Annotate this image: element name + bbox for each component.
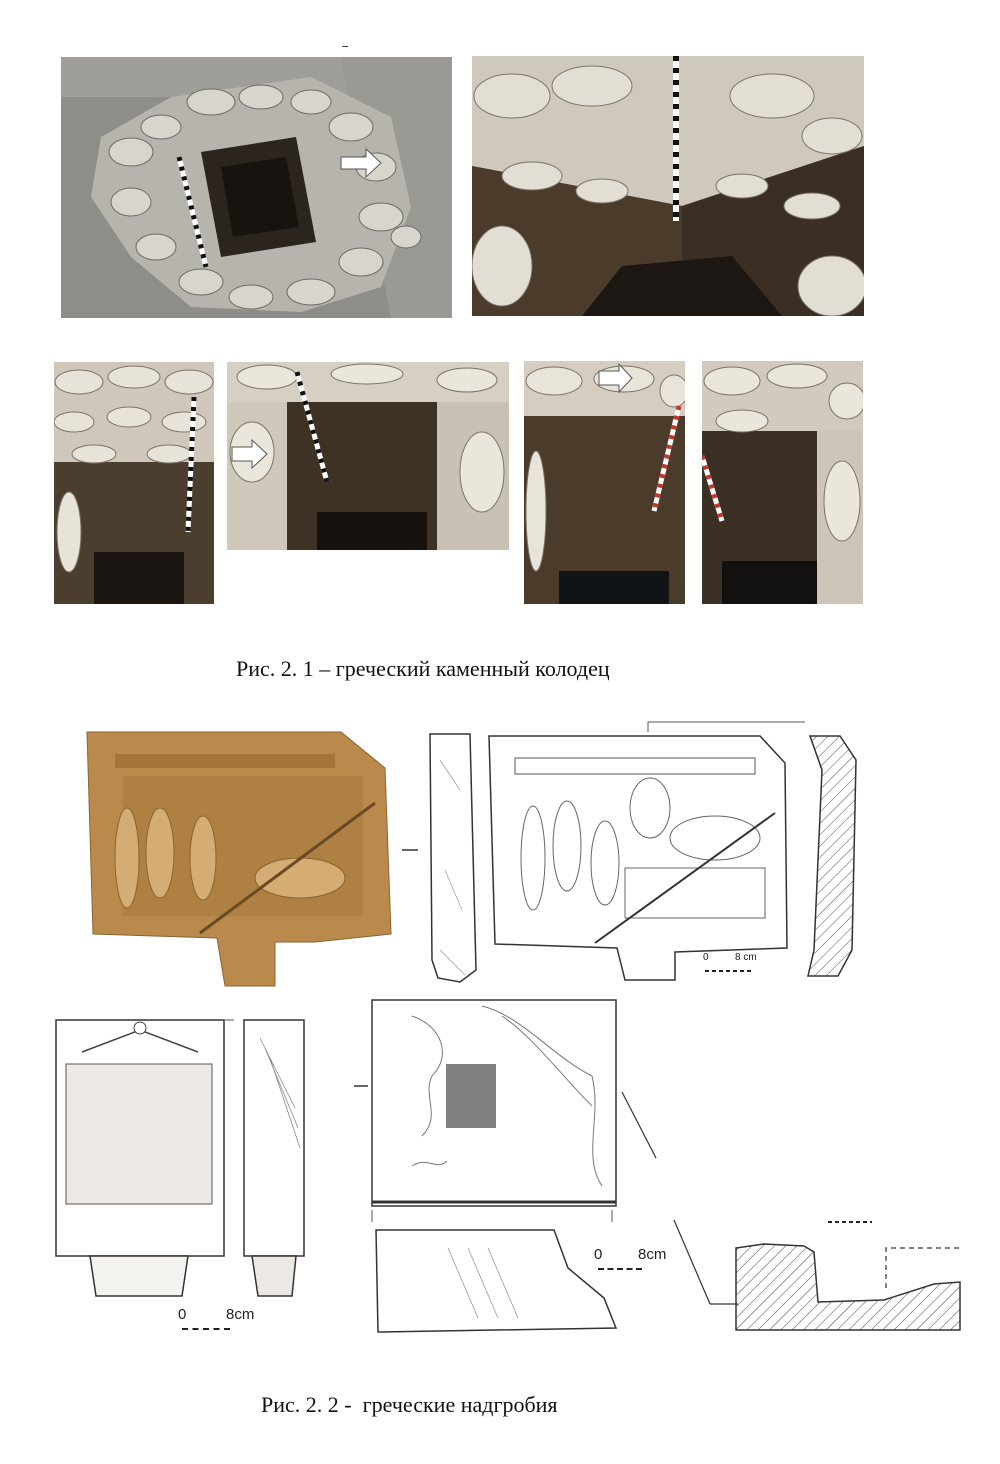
well-top-view-photo — [61, 57, 452, 318]
scale-bar-3-length: 8cm — [638, 1246, 667, 1263]
scale-bar-2-line — [182, 1328, 230, 1330]
stele-2-side-drawing — [240, 1018, 310, 1300]
stele-2-front-drawing — [52, 1016, 237, 1302]
well-corner-view-photo — [472, 56, 864, 316]
stele-3-front-drawing — [352, 996, 622, 1210]
scale-bar-2 — [176, 1306, 266, 1334]
figure-1-caption: Рис. 2. 1 – греческий каменный колодец — [236, 656, 610, 681]
figure-2-caption: Рис. 2. 2 - греческие надгробия — [261, 1392, 558, 1417]
well-wall-view-4-photo — [702, 361, 863, 604]
well-wall-view-2-photo — [227, 362, 509, 550]
well-wall-view-3-photo — [524, 361, 685, 604]
scale-bar-3-zero: 0 — [594, 1246, 603, 1263]
stele-3-profile-section — [734, 1218, 962, 1332]
stele-cross-section — [800, 730, 860, 980]
scale-bar-2-length: 8cm — [226, 1306, 255, 1323]
stele-front-drawing — [485, 718, 805, 990]
scale-bar-2-zero: 0 — [178, 1306, 187, 1323]
stray-mark — [342, 46, 348, 47]
stele-relief-photo — [85, 728, 401, 990]
well-wall-view-1-photo — [54, 362, 214, 604]
stele-side-drawing — [400, 730, 490, 988]
stele-3-side-drawing — [368, 1208, 624, 1338]
scale-bar-1-zero: 0 — [703, 952, 709, 963]
leader-lines — [620, 1090, 740, 1310]
scale-bar-1-length: 8 cm — [735, 952, 757, 963]
